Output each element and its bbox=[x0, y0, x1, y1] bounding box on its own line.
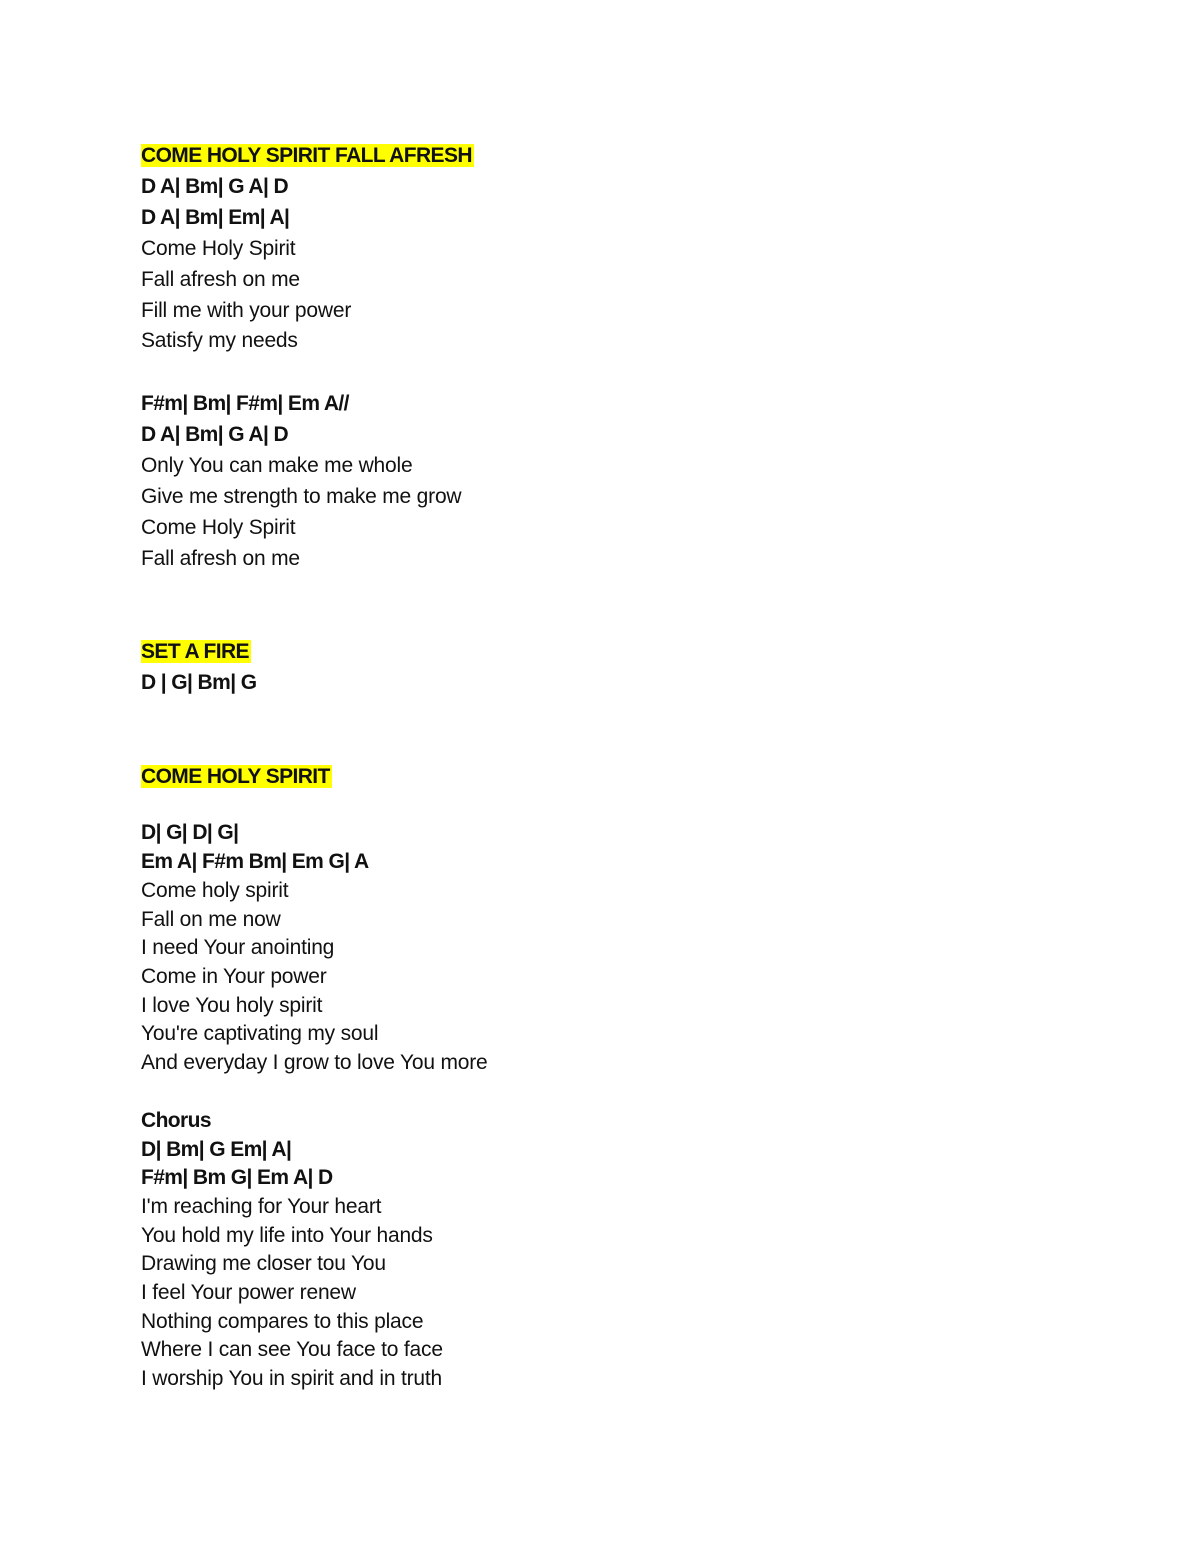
lyric-line: Come Holy Spirit bbox=[141, 516, 296, 539]
lyric-line: Satisfy my needs bbox=[141, 329, 298, 352]
lyric-line: Come in Your power bbox=[141, 965, 327, 988]
title-highlight: SET A FIRE bbox=[141, 640, 249, 663]
lyric-line: Fall on me now bbox=[141, 908, 281, 931]
lyric-line: Give me strength to make me grow bbox=[141, 485, 462, 508]
chord-line: D A| Bm| G A| D bbox=[141, 175, 289, 198]
lyric-line: And everyday I grow to love You more bbox=[141, 1051, 488, 1074]
lyric-line: Come Holy Spirit bbox=[141, 237, 296, 260]
song-title bbox=[141, 763, 332, 791]
chord-line: D | G| Bm| G bbox=[141, 671, 257, 694]
lyric-line: I feel Your power renew bbox=[141, 1281, 356, 1304]
chord-line: F#m| Bm G| Em A| D bbox=[141, 1166, 333, 1189]
song-title bbox=[141, 142, 474, 170]
chord-line: D A| Bm| G A| D bbox=[141, 423, 289, 446]
lyric-line: I worship You in spirit and in truth bbox=[141, 1367, 442, 1390]
chord-line: F#m| Bm| F#m| Em A// bbox=[141, 392, 349, 415]
title-highlight: COME HOLY SPIRIT bbox=[141, 765, 330, 788]
title-highlight: COME HOLY SPIRIT FALL AFRESH bbox=[141, 144, 472, 167]
lyric-line: Only You can make me whole bbox=[141, 454, 413, 477]
lyric-line: Fall afresh on me bbox=[141, 268, 300, 291]
lyric-line: I need Your anointing bbox=[141, 936, 335, 959]
lyric-line: Fall afresh on me bbox=[141, 547, 300, 570]
lyric-line: I love You holy spirit bbox=[141, 994, 323, 1017]
song-title bbox=[141, 638, 251, 666]
lyric-line: You're captivating my soul bbox=[141, 1022, 379, 1045]
lyric-line: You hold my life into Your hands bbox=[141, 1224, 433, 1247]
chord-line: Em A| F#m Bm| Em G| A bbox=[141, 850, 369, 873]
lyric-line: Where I can see You face to face bbox=[141, 1338, 443, 1361]
lyric-line: Drawing me closer tou You bbox=[141, 1252, 386, 1275]
section-label: Chorus bbox=[141, 1109, 211, 1132]
lyric-line: I'm reaching for Your heart bbox=[141, 1195, 382, 1218]
lyric-line: Come holy spirit bbox=[141, 879, 289, 902]
chord-line: D A| Bm| Em| A| bbox=[141, 206, 290, 229]
chord-line: D| G| D| G| bbox=[141, 821, 239, 844]
lyric-line: Nothing compares to this place bbox=[141, 1310, 424, 1333]
chord-line: D| Bm| G Em| A| bbox=[141, 1138, 292, 1161]
lyric-line: Fill me with your power bbox=[141, 299, 352, 322]
